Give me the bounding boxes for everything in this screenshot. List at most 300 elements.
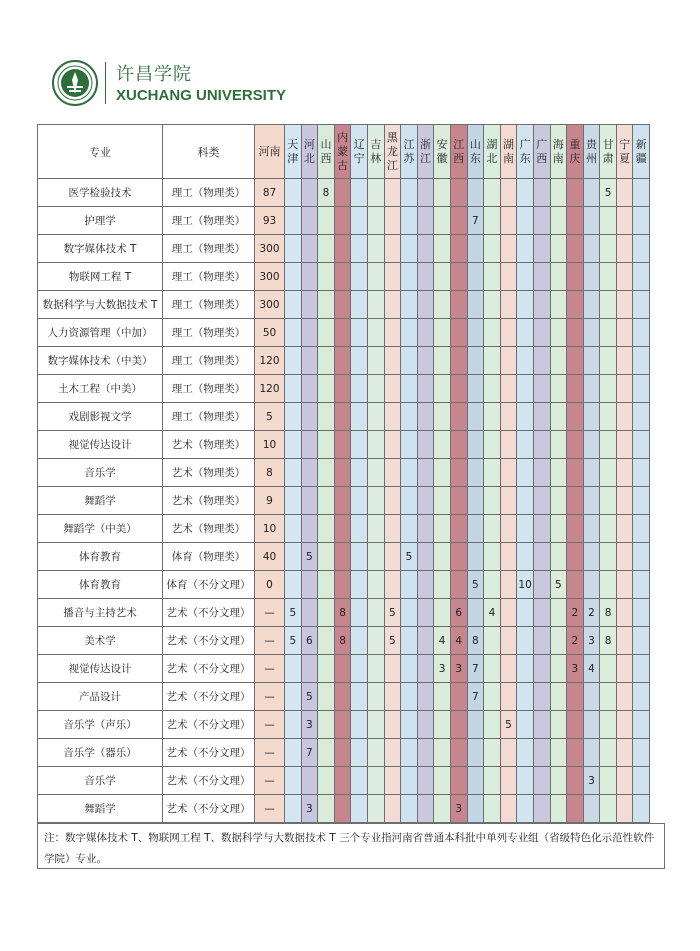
cell-quota xyxy=(633,291,650,319)
cell-quota xyxy=(384,655,401,683)
cell-major: 体育教育 xyxy=(38,571,163,599)
cell-quota xyxy=(567,487,584,515)
cell-quota xyxy=(434,319,451,347)
header-province: 广西 xyxy=(533,125,550,179)
cell-quota xyxy=(367,543,384,571)
cell-quota xyxy=(567,543,584,571)
cell-quota xyxy=(367,291,384,319)
cell-quota xyxy=(450,543,467,571)
cell-quota: 2 xyxy=(583,599,600,627)
table-row xyxy=(38,431,650,459)
cell-quota xyxy=(334,487,351,515)
cell-quota xyxy=(567,571,584,599)
cell-quota xyxy=(467,459,484,487)
cell-quota xyxy=(351,655,368,683)
cell-quota xyxy=(550,207,567,235)
cell-quota xyxy=(285,655,302,683)
table-row xyxy=(38,571,650,599)
cell-quota xyxy=(484,515,501,543)
cell-quota xyxy=(616,291,633,319)
cell-quota xyxy=(285,795,302,823)
cell-quota: 10 xyxy=(255,431,285,459)
cell-quota xyxy=(367,319,384,347)
cell-quota xyxy=(484,543,501,571)
cell-quota xyxy=(583,739,600,767)
cell-quota: — xyxy=(255,683,285,711)
cell-quota xyxy=(533,459,550,487)
cell-quota xyxy=(616,263,633,291)
cell-quota xyxy=(285,431,302,459)
cell-quota xyxy=(301,207,318,235)
table-row xyxy=(38,543,650,571)
cell-quota xyxy=(567,207,584,235)
cell-category: 艺术（不分文理） xyxy=(163,599,255,627)
cell-quota xyxy=(600,683,617,711)
cell-quota: 2 xyxy=(567,627,584,655)
cell-category: 体育（不分文理） xyxy=(163,571,255,599)
cell-quota xyxy=(500,515,517,543)
cell-quota xyxy=(517,627,534,655)
cell-quota xyxy=(417,235,434,263)
cell-quota: — xyxy=(255,739,285,767)
cell-quota xyxy=(583,683,600,711)
cell-quota xyxy=(533,347,550,375)
cell-quota xyxy=(417,403,434,431)
cell-quota xyxy=(616,403,633,431)
cell-quota xyxy=(401,767,418,795)
cell-quota xyxy=(334,459,351,487)
cell-quota xyxy=(517,599,534,627)
table-row xyxy=(38,179,650,207)
cell-quota xyxy=(351,235,368,263)
cell-quota xyxy=(301,291,318,319)
cell-quota xyxy=(616,459,633,487)
cell-major: 视觉传达设计 xyxy=(38,655,163,683)
cell-quota xyxy=(285,459,302,487)
cell-major: 音乐学 xyxy=(38,767,163,795)
header-province: 新疆 xyxy=(633,125,650,179)
cell-quota: 40 xyxy=(255,543,285,571)
cell-category: 艺术（不分文理） xyxy=(163,767,255,795)
cell-quota xyxy=(517,207,534,235)
cell-quota xyxy=(517,263,534,291)
cell-quota xyxy=(633,599,650,627)
cell-category: 理工（物理类） xyxy=(163,319,255,347)
cell-quota xyxy=(616,571,633,599)
cell-quota xyxy=(285,683,302,711)
cell-quota xyxy=(434,431,451,459)
header-province: 安徽 xyxy=(434,125,451,179)
cell-quota xyxy=(600,403,617,431)
cell-quota xyxy=(301,599,318,627)
cell-quota xyxy=(616,487,633,515)
cell-quota xyxy=(517,375,534,403)
cell-quota: 3 xyxy=(450,795,467,823)
table-row xyxy=(38,711,650,739)
cell-quota xyxy=(450,431,467,459)
cell-quota xyxy=(633,263,650,291)
cell-quota xyxy=(434,207,451,235)
cell-quota xyxy=(285,403,302,431)
cell-quota xyxy=(533,599,550,627)
cell-quota xyxy=(600,571,617,599)
cell-quota: 5 xyxy=(285,599,302,627)
table-row xyxy=(38,599,650,627)
cell-quota xyxy=(467,767,484,795)
cell-quota: 10 xyxy=(517,571,534,599)
cell-quota xyxy=(484,179,501,207)
cell-category: 艺术（不分文理） xyxy=(163,739,255,767)
cell-quota xyxy=(616,711,633,739)
cell-major: 音乐学（声乐） xyxy=(38,711,163,739)
cell-quota xyxy=(301,487,318,515)
cell-quota xyxy=(533,179,550,207)
cell-quota xyxy=(351,571,368,599)
cell-quota xyxy=(517,319,534,347)
cell-quota xyxy=(533,403,550,431)
cell-quota xyxy=(616,795,633,823)
cell-quota xyxy=(285,207,302,235)
cell-quota xyxy=(351,459,368,487)
cell-quota xyxy=(384,487,401,515)
cell-quota xyxy=(600,207,617,235)
cell-quota: 9 xyxy=(255,487,285,515)
cell-quota xyxy=(367,459,384,487)
header-province: 吉林 xyxy=(367,125,384,179)
cell-quota: 0 xyxy=(255,571,285,599)
cell-quota xyxy=(401,739,418,767)
header-province: 辽宁 xyxy=(351,125,368,179)
cell-quota: 8 xyxy=(255,459,285,487)
cell-quota xyxy=(384,207,401,235)
cell-quota xyxy=(434,487,451,515)
cell-quota xyxy=(334,235,351,263)
cell-quota xyxy=(401,207,418,235)
cell-quota: 7 xyxy=(467,207,484,235)
cell-quota xyxy=(616,683,633,711)
table-row xyxy=(38,627,650,655)
cell-quota xyxy=(517,431,534,459)
cell-quota xyxy=(401,263,418,291)
cell-quota xyxy=(600,459,617,487)
cell-quota xyxy=(500,179,517,207)
cell-major: 人力资源管理（中加） xyxy=(38,319,163,347)
enrollment-quota-table xyxy=(37,124,650,823)
cell-quota xyxy=(467,179,484,207)
cell-major: 数字媒体技术（中美） xyxy=(38,347,163,375)
cell-quota xyxy=(351,711,368,739)
cell-quota xyxy=(550,795,567,823)
cell-quota xyxy=(583,543,600,571)
cell-quota xyxy=(484,795,501,823)
cell-quota xyxy=(417,459,434,487)
cell-quota xyxy=(318,655,335,683)
cell-category: 体育（物理类） xyxy=(163,543,255,571)
cell-quota: 4 xyxy=(583,655,600,683)
cell-quota xyxy=(567,179,584,207)
cell-quota xyxy=(301,571,318,599)
cell-quota xyxy=(600,739,617,767)
cell-quota xyxy=(533,291,550,319)
cell-quota: 8 xyxy=(600,599,617,627)
cell-quota xyxy=(484,711,501,739)
cell-quota xyxy=(318,571,335,599)
cell-quota xyxy=(567,375,584,403)
cell-quota xyxy=(533,683,550,711)
cell-quota xyxy=(318,599,335,627)
cell-quota xyxy=(434,375,451,403)
cell-major: 舞蹈学（中美） xyxy=(38,515,163,543)
cell-major: 医学检验技术 xyxy=(38,179,163,207)
cell-quota xyxy=(351,319,368,347)
cell-quota xyxy=(285,263,302,291)
cell-quota xyxy=(533,795,550,823)
cell-quota xyxy=(351,599,368,627)
cell-quota xyxy=(567,739,584,767)
table-row xyxy=(38,767,650,795)
cell-quota xyxy=(533,571,550,599)
cell-category: 艺术（不分文理） xyxy=(163,795,255,823)
cell-quota xyxy=(434,739,451,767)
cell-quota xyxy=(616,739,633,767)
cell-quota xyxy=(417,431,434,459)
cell-quota xyxy=(434,291,451,319)
cell-quota xyxy=(583,459,600,487)
cell-quota xyxy=(367,263,384,291)
cell-quota xyxy=(567,683,584,711)
header-province: 宁夏 xyxy=(616,125,633,179)
cell-quota xyxy=(517,739,534,767)
cell-quota xyxy=(550,403,567,431)
cell-quota xyxy=(550,487,567,515)
cell-quota xyxy=(633,319,650,347)
cell-quota xyxy=(633,767,650,795)
cell-quota xyxy=(417,487,434,515)
cell-quota xyxy=(367,403,384,431)
cell-quota xyxy=(318,487,335,515)
cell-quota xyxy=(434,179,451,207)
cell-quota xyxy=(450,571,467,599)
cell-quota xyxy=(417,515,434,543)
cell-quota xyxy=(318,543,335,571)
cell-quota xyxy=(351,795,368,823)
cell-quota xyxy=(583,235,600,263)
cell-quota xyxy=(401,627,418,655)
cell-quota xyxy=(583,431,600,459)
cell-quota xyxy=(550,319,567,347)
cell-quota xyxy=(384,235,401,263)
cell-quota: 5 xyxy=(301,683,318,711)
header-province: 湖南 xyxy=(500,125,517,179)
cell-quota xyxy=(633,627,650,655)
cell-quota xyxy=(583,263,600,291)
cell-quota xyxy=(367,179,384,207)
header-province: 河北 xyxy=(301,125,318,179)
cell-quota xyxy=(301,263,318,291)
cell-quota xyxy=(467,515,484,543)
cell-quota xyxy=(500,627,517,655)
cell-quota xyxy=(600,319,617,347)
cell-quota: — xyxy=(255,655,285,683)
cell-category: 理工（物理类） xyxy=(163,263,255,291)
table-row xyxy=(38,515,650,543)
cell-quota xyxy=(567,291,584,319)
cell-quota xyxy=(567,767,584,795)
cell-quota xyxy=(285,487,302,515)
cell-quota: 4 xyxy=(484,599,501,627)
cell-quota xyxy=(467,347,484,375)
cell-quota: 300 xyxy=(255,263,285,291)
cell-quota xyxy=(367,655,384,683)
cell-quota xyxy=(334,291,351,319)
cell-quota xyxy=(401,291,418,319)
header-province: 重庆 xyxy=(567,125,584,179)
cell-quota: 5 xyxy=(467,571,484,599)
cell-quota xyxy=(567,459,584,487)
cell-quota xyxy=(616,375,633,403)
cell-quota xyxy=(301,403,318,431)
cell-category: 理工（物理类） xyxy=(163,375,255,403)
cell-quota xyxy=(517,487,534,515)
cell-quota xyxy=(616,515,633,543)
cell-quota xyxy=(450,739,467,767)
cell-quota xyxy=(334,347,351,375)
cell-quota xyxy=(417,263,434,291)
cell-quota xyxy=(550,179,567,207)
cell-quota xyxy=(450,375,467,403)
cell-quota xyxy=(550,739,567,767)
cell-quota: — xyxy=(255,627,285,655)
cell-quota xyxy=(401,347,418,375)
cell-quota xyxy=(384,179,401,207)
cell-quota xyxy=(583,207,600,235)
cell-quota xyxy=(633,179,650,207)
cell-quota xyxy=(633,431,650,459)
cell-quota: 7 xyxy=(467,683,484,711)
cell-quota xyxy=(285,347,302,375)
cell-quota xyxy=(450,683,467,711)
cell-quota: — xyxy=(255,711,285,739)
cell-quota: 5 xyxy=(500,711,517,739)
cell-quota xyxy=(417,347,434,375)
cell-quota: — xyxy=(255,795,285,823)
cell-quota xyxy=(384,459,401,487)
cell-quota xyxy=(517,795,534,823)
cell-quota xyxy=(351,403,368,431)
cell-quota xyxy=(567,347,584,375)
cell-quota xyxy=(533,711,550,739)
cell-quota xyxy=(434,347,451,375)
cell-quota: — xyxy=(255,767,285,795)
cell-major: 数据科学与大数据技术 T xyxy=(38,291,163,319)
cell-quota xyxy=(550,431,567,459)
cell-quota xyxy=(500,487,517,515)
cell-quota: 10 xyxy=(255,515,285,543)
cell-quota xyxy=(401,795,418,823)
cell-quota xyxy=(550,627,567,655)
cell-quota xyxy=(351,207,368,235)
cell-quota xyxy=(401,515,418,543)
cell-quota xyxy=(285,375,302,403)
cell-quota xyxy=(384,683,401,711)
cell-quota xyxy=(633,235,650,263)
cell-quota xyxy=(484,207,501,235)
cell-quota xyxy=(401,319,418,347)
cell-quota xyxy=(334,515,351,543)
cell-quota xyxy=(500,235,517,263)
cell-quota xyxy=(600,431,617,459)
cell-quota xyxy=(450,319,467,347)
cell-quota xyxy=(600,767,617,795)
table-row xyxy=(38,459,650,487)
header-province: 江苏 xyxy=(401,125,418,179)
cell-quota xyxy=(434,515,451,543)
cell-quota xyxy=(550,263,567,291)
cell-quota xyxy=(567,515,584,543)
cell-quota xyxy=(334,767,351,795)
cell-quota xyxy=(301,319,318,347)
cell-quota xyxy=(533,319,550,347)
header-major: 专业 xyxy=(38,125,163,179)
cell-quota xyxy=(417,375,434,403)
cell-quota xyxy=(285,711,302,739)
table-header-row xyxy=(38,125,650,179)
cell-quota xyxy=(401,179,418,207)
cell-quota xyxy=(517,515,534,543)
cell-quota xyxy=(417,683,434,711)
table-row xyxy=(38,683,650,711)
cell-quota: 50 xyxy=(255,319,285,347)
cell-quota xyxy=(583,291,600,319)
cell-quota xyxy=(384,571,401,599)
cell-quota: 5 xyxy=(550,571,567,599)
cell-quota xyxy=(301,767,318,795)
table-row xyxy=(38,263,650,291)
cell-quota xyxy=(467,599,484,627)
cell-quota xyxy=(367,487,384,515)
cell-category: 理工（物理类） xyxy=(163,347,255,375)
cell-quota xyxy=(334,711,351,739)
table-row xyxy=(38,347,650,375)
cell-quota xyxy=(285,739,302,767)
header-province: 黑龙江 xyxy=(384,125,401,179)
cell-quota xyxy=(484,655,501,683)
table-row xyxy=(38,319,650,347)
cell-quota xyxy=(500,599,517,627)
table-row xyxy=(38,291,650,319)
cell-quota xyxy=(583,403,600,431)
cell-quota xyxy=(550,459,567,487)
cell-quota xyxy=(600,375,617,403)
cell-quota xyxy=(616,431,633,459)
cell-quota xyxy=(500,683,517,711)
cell-quota xyxy=(367,739,384,767)
table-footnote: 注：数字媒体技术 T、物联网工程 T、数据科学与大数据技术 T 三个专业指河南省普通本科批中单列专业组（省级特色化示范性软件学院）专业。 xyxy=(37,823,665,869)
cell-quota xyxy=(434,263,451,291)
cell-quota xyxy=(600,655,617,683)
university-logo xyxy=(52,60,312,110)
cell-quota xyxy=(351,431,368,459)
cell-quota xyxy=(318,291,335,319)
cell-quota: 3 xyxy=(567,655,584,683)
cell-quota xyxy=(500,767,517,795)
cell-major: 戏剧影视文学 xyxy=(38,403,163,431)
cell-quota xyxy=(450,263,467,291)
cell-quota xyxy=(384,375,401,403)
cell-quota xyxy=(434,767,451,795)
cell-quota xyxy=(633,487,650,515)
cell-quota xyxy=(384,543,401,571)
